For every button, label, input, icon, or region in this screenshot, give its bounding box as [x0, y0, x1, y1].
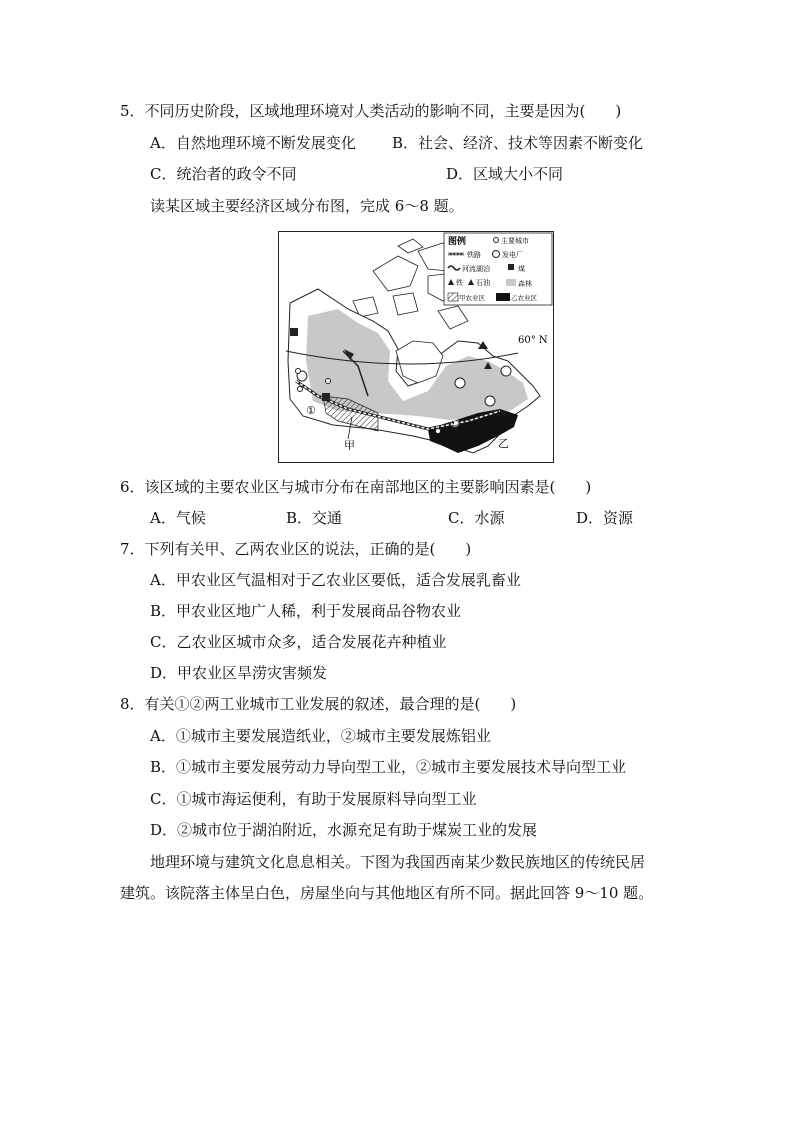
question-5-option-d: D．区域大小不同 — [446, 165, 564, 183]
question-6-stem: 6．该区域的主要农业区与城市分布在南部地区的主要影响因素是( ) — [120, 478, 592, 496]
coal-marker — [290, 328, 298, 336]
question-8-option-a: A．①城市主要发展造纸业，②城市主要发展炼铝业 — [150, 727, 491, 745]
legend-coal: 煤 — [518, 265, 525, 273]
economic-region-map — [278, 231, 554, 463]
question-5-option-b: B．社会、经济、技术等因素不断变化 — [392, 134, 644, 152]
question-7-stem: 7．下列有关甲、乙两农业区的说法，正确的是( ) — [120, 540, 472, 558]
legend-agri-yi: 乙农业区 — [511, 294, 537, 302]
intro-6-8: 读某区域主要经济区域分布图，完成 6～8 题。 — [150, 197, 464, 215]
map-legend — [444, 233, 552, 305]
legend-city: 主要城市 — [501, 237, 529, 245]
question-6-option-a: A．气候 — [150, 509, 206, 527]
legend-railway: 铁路 — [467, 251, 481, 259]
question-8-option-d: D．②城市位于湖泊附近，水源充足有助于煤炭工业的发展 — [150, 821, 538, 839]
question-7-option-a: A．甲农业区气温相对于乙农业区要低，适合发展乳畜业 — [150, 571, 521, 589]
legend-oil: 石油 — [476, 279, 490, 287]
legend-title: 图例 — [448, 237, 467, 247]
legend-agri-jia: 甲农业区 — [459, 294, 485, 302]
question-6-option-b: B．交通 — [286, 509, 343, 527]
coal-marker — [322, 393, 330, 401]
question-7-option-b: B．甲农业区地广人稀，利于发展商品谷物农业 — [150, 602, 462, 620]
legend-forest: 森林 — [518, 280, 532, 288]
question-6-option-c: C．水源 — [448, 509, 505, 527]
question-7-option-c: C．乙农业区城市众多，适合发展花卉种植业 — [150, 633, 447, 651]
legend-iron: 铁 — [456, 279, 463, 287]
zone-yi-label: 乙 — [498, 437, 509, 450]
zone-jia-label: 甲 — [344, 439, 355, 452]
question-8-stem: 8．有关①②两工业城市工业发展的叙述，最合理的是( ) — [120, 695, 517, 713]
intro-9-10-line-2: 建筑。该院落主体呈白色，房屋坐向与其他地区有所不同。据此回答 9～10 题。 — [120, 884, 654, 902]
latitude-label: 60° N — [518, 335, 548, 346]
city-2-label: ② — [450, 417, 460, 430]
legend-power: 发电厂 — [502, 251, 523, 259]
question-5-stem: 5．不同历史阶段，区域地理环境对人类活动的影响不同，主要是因为( ) — [120, 102, 622, 120]
question-7-option-d: D．甲农业区旱涝灾害频发 — [150, 664, 328, 682]
question-5-option-c: C．统治者的政令不同 — [150, 165, 297, 183]
question-8-option-b: B．①城市主要发展劳动力导向型工业，②城市主要发展技术导向型工业 — [150, 758, 627, 776]
question-6-option-d: D．资源 — [576, 509, 634, 527]
question-8-option-c: C．①城市海运便利，有助于发展原料导向型工业 — [150, 790, 477, 808]
legend-river: 河流湖泊 — [462, 265, 490, 273]
city-1-label: ① — [306, 404, 316, 417]
intro-9-10-line-1: 地理环境与建筑文化息息相关。下图为我国西南某少数民族地区的传统民居 — [150, 853, 646, 871]
question-5-option-a: A．自然地理环境不断发展变化 — [150, 134, 356, 152]
